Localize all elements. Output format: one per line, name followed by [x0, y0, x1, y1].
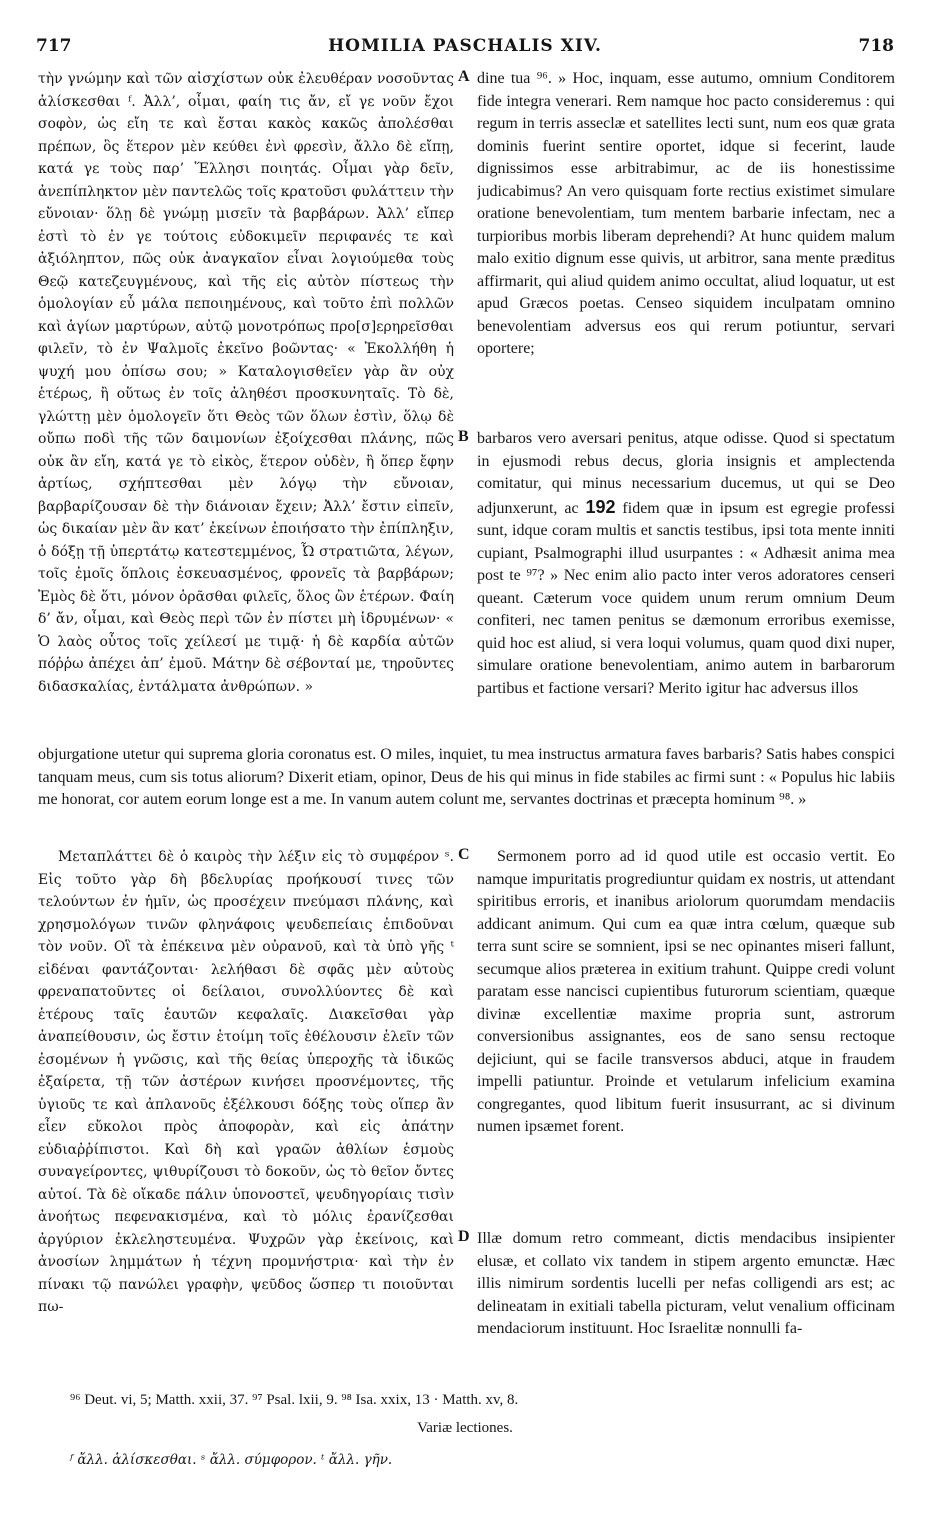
latin-paragraph-b-start: barbaros vero aversari penitus, atque odisse. Quod si spectatum in ejusmodi rebus decus, gloria insignis et amplectenda comitatur, qui minus necessarium ducemus, ut qui se Deo adjunxerunt, ac	[477, 430, 895, 517]
margin-marker-b: B	[458, 428, 469, 445]
full-width-bridge-text: objurgatione utetur qui suprema gloria coronatus est. O miles, inquiet, tu mea instructus armatura faves barbaris? Satis habes conspici tanquam meus, cum sis totus aliorum? Dixerit etiam, opinor, Deus de his qui minus in fide stabiles ac firmi sunt : « Populus hic labiis me honorat, cor autem eorum longe est a me. In vanum autem colunt me, servantes doctrinas et præcepta hominum ⁹⁸. »	[38, 746, 895, 808]
latin-column-2d	[477, 1228, 895, 1382]
greek-column-1	[38, 68, 454, 741]
latin-column-1a	[477, 68, 895, 428]
running-header	[36, 36, 894, 60]
right-page-number: 718	[858, 36, 894, 56]
greek-paragraph-2: Μεταπλάττει δὲ ὁ καιρὸς τὴν λέξιν εἰς τὸ συμφέρον ˢ. Εἰς τοῦτο γὰρ δὴ βδελυρίας προήκουσί τινες τῶν τελούντων ἐν ἡμῖν, ὡς προσέχειν πνεύμασι πλάνης, καὶ χρησμολόγων τινῶν φληνάφοις ψευδεπείαις ἐπιδοῦναι τὸν νοῦν. Οἳ τὰ ἐπέκεινα μὲν οὐρανοῦ, καὶ τὰ ὑπὸ γῆς ᵗ εἰδέναι φαντάζονται· λελήθασι δὲ σφᾶς μὲν αὐτοὺς φρεναπατοῦντες οἱ δείλαιοι, συνολλύοντες δὲ καὶ ἑτέρους ταῖς ἑαυτῶν κεφαλαῖς. Διακεῖσθαι γὰρ ἀναπείθουσιν, ὡς ἔστιν ἑτοίμη τοῖς ἐθέλουσιν ἑλεῖν τῶν ἐσομένων ἡ γνῶσις, καὶ τῆς θείας ὑπεροχῆς τὰ ἰδικῶς ἐξαίρετα, τῇ τῶν ἀστέρων κινήσει προσνέμοντες, τῆς ὑγιοῦς τε καὶ ἀπλανοῦς ἐξέλκουσι δόξης τοὺς οἵπερ ἂν εἶεν εὔκολοι πρὸς ἀποφορὰν, καὶ εἰς ἀπάτην εὐδιαῤῥίπιστοι. Καὶ δὴ καὶ γραῶν ἀθλίων ἑσμοὺς συναγείροντες, ψιθυρίζουσι τὸ δοκοῦν, ὡς τὸ θεῖον ὄντες αὐτοί. Τὰ δὲ οἴκαδε πάλιν ὑπονοστεῖ, ψευδηγορίαις τισὶν ἀνοήτως πεφενακισμένα, καὶ τὸ μόλις ἐρανίζεσθαι ἀργύριον ἐκλεληστευμένα. Ψυχρῶν γὰρ ἐκείνοις, καὶ ἀνοσίων λημμάτων ἡ τέχνη προμνήστρια· καὶ τὴν ἐν πίνακι τῷ πανώλει γραφὴν, ψεῦδος ὥσπερ τι ποιοῦνται πω-	[38, 849, 454, 1315]
greek-paragraph-1: τὴν γνώμην καὶ τῶν αἰσχίστων οὐκ ἐλευθέραν νοσοῦντας ἁλίσκεσθαι ᶠ. Ἀλλ’, οἶμαι, φαίη τις ἄν, εἴ γε νοῦν ἔχοι σοφὸν, ὡς εἴη τε καὶ ἔσται κακὸς κακῶς ἀπολέσθαι πρέπων, ὃς ἕτερον μὲν κεύθει ἐνὶ φρεσὶν, ἄλλο δὲ εἴπῃ, κατά γε τοὺς παρ’ Ἕλλησι ποιητάς. Οἶμαι γὰρ δεῖν, ἀνεπίπληκτον μὲν παντελῶς τοῖς κρατοῦσι φυλάττειν τὴν εὔνοιαν· ὅλῃ δὲ γνώμῃ μισεῖν τὰ βαρβάρων. Ἀλλ’ εἴπερ ἐστὶ τὸ ἐν γε τούτοις εὐδοκιμεῖν περιφανές τε καὶ ἀξιόληπτον, πῶς οὐκ ἀναγκαῖον εἶναι λογιούμεθα τοὺς Θεῷ κατεζευγμένους, καὶ τῆς εἰς αὐτὸν πίστεως τὴν ὁμολογίαν εὖ μάλα πεποιημένους, καὶ τοῦτο ἐπὶ πολλῶν καὶ ἁγίων μαρτύρων, αὐτῷ μονοτρόπως προ[σ]ερηρεῖσθαι φιλεῖν, τὸ ἐν Ψαλμοῖς ἐκεῖνο βοῶντας· « Ἐκολλήθη ἡ ψυχή μου ὀπίσω σου; » Καταλογισθεῖεν γὰρ ἂν οὐχ ἑτέρως, ἢ οὕτως ἐν τοῖς ἀληθέσι προσκυνηταῖς. Τὸ δὲ, γλώττῃ μὲν ὁμολογεῖν ὅτι Θεὸς τῶν ὅλων ἐστὶν, ὅλῳ δὲ οὔπω ποδὶ τῆς τῶν δαιμονίων ἐξοίχεσθαι πλάνης, πῶς οὐκ ἂν εἴη, κατά γε τὸ εἰκὸς, ἕτερον οὐδὲν, ἢ ὅπερ ἔφην ἀρτίως, σχήπτεσθαι μὲν λόγῳ τὴν εὔνοιαν, βαρβαρίζουσαν δὲ τὴν διάνοιαν ἔχειν; Ἀλλ’ ἔστιν εἰπεῖν, ὡς δικαίαν μὲν ἂν κατ’ ἐκείνων ἐποιήσατο τὴν ἐπίπληξιν, ὁ δόξῃ τῇ ὑπερτάτῳ κατεστεμμένος, Ὦ στρατιῶτα, λέγων, τοῖς ἐμοῖς ὅπλοις ἐσκευασμένος, φρονεῖς τὰ βαρβάρων; Ἐμὸς δὲ ὅτι, μόνον ὁρᾶσθαι φιλεῖς, ὅλος ὢν ἑτέρων. Φαίη δ’ ἄν, οἶμαι, καὶ Θεὸς περὶ τῶν ἐν πίστει μὴ ἱδρυμένων· « Ὁ λαὸς οὗτος τοῖς χείλεσί με τιμᾷ· ἡ δὲ καρδία αὐτῶν πόῤῥω ἀπέχει ἀπ’ ἐμοῦ. Μάτην δὲ σέβονταί με, τηροῦντες διδασκαλίας, ἐντάλματα ἀνθρώπων. »	[38, 71, 454, 695]
variae-lectiones-title: Variæ lectiones.	[417, 1420, 513, 1436]
latin-paragraph-b	[477, 428, 895, 700]
running-title: HOMILIA PASCHALIS XIV.	[328, 36, 602, 56]
variae-lectiones: ᶠ ἄλλ. ἁλίσκεσθαι. ˢ ἄλλ. σύμφορον. ᵗ ἄλλ. γῆν.	[70, 1452, 393, 1468]
footnotes: ⁹⁶ Deut. vi, 5; Matth. xxii, 37. ⁹⁷ Psal. lxii, 9. ⁹⁸ Isa. xxix, 13 · Matth. xv, 8.	[70, 1392, 519, 1408]
latin-paragraph-d: Illæ domum retro commeant, dictis mendacibus insipienter elusæ, et collato vix tandem in stipem argento emunctæ. Hæc illis nimirum sordentis lucelli per nefas colligendi ars est; ac delineatam in exitiali tabella picturam, velut venalium officinam mendaciorum instituunt. Hoc Israelitæ nonnulli fa-	[477, 1230, 895, 1337]
margin-marker-a: A	[458, 68, 470, 85]
latin-column-1b	[477, 428, 895, 741]
greek-column-2	[38, 846, 454, 1382]
latin-paragraph-b-rest: fidem quæ in ipsum est egregie professi sunt, idque coram multis et sanctis testibus, ipsi tota mente inniti cupiant, Psalmographi illud usurpantes : « Adhæsit anima mea post te ⁹⁷? » Nec enim alio pacto inter veros adoratores censeri queant. Cæterum voce quidem unum rerum omnium Deum confiteri, nec tamen penitus se dæmonum erroribus exemisse, quid hoc est aliud, si vera loqui volumus, quam quod dixi nuper, simulare oratione benevolentiam, animo autem in barbarorum partibus et factione versari? Merito igitur hac adversus illos	[477, 499, 895, 697]
margin-marker-d: D	[458, 1228, 470, 1245]
margin-marker-c: C	[458, 846, 470, 863]
column-number: 192	[585, 496, 616, 517]
left-page-number: 717	[36, 36, 72, 56]
latin-column-2c	[477, 846, 895, 1228]
latin-paragraph-a: dine tua ⁹⁶. » Hoc, inquam, esse autumo, omnium Conditorem fide integra venerari. Rem namque hoc pacto consideremus : qui regum in terris asseclæ et satellites lecti sunt, num eos quæ grata dominis fuerint sentire oportet, idque si fecerint, laude dignissimos esse arbitrabimur, ac de iis honestissime judicabimus? An vero quisquam forte rectius existimet simulare oratione benevolentiam, tum mentem barbarie infectam, nec a turpioribus morbis liberam deprehendi? At hunc quidem malum malo exitio dignum esse quivis, ut arbitror, sana mente præditus affirmarit, qui aliud quidem animo occultat, aliud loquatur, ut est apud Græcos poetas. Censeo siquidem inculpatam omnino benevolentiam adversus eos qui rerum potiuntur, servari oportere;	[477, 70, 895, 357]
latin-paragraph-c: Sermonem porro ad id quod utile est occasio vertit. Eo namque impuritatis progrediuntur quidam ex nostris, ut attendant spiritibus erroris, et inanibus ariolorum quorumdam mendaciis addicant animum. Qui cum ea quæ intra cœlum, quæque sub terra sunt scire se somnient, ipsi se nec opinantes miseri fallunt, secumque alios præterea in exitium trahunt. Quippe credi volunt paratam esse nancisci cupientibus futurorum scientiam, quæque divinæ excellentiæ maxime propria sunt, astrorum conversionibus assignantes, eos de sano sensu rectoque dejiciunt, qui se facile transversos abduci, atque in fraudem impelli patiuntur. Proinde et vetularum infelicium examina congregantes, quod libitum fuerit insusurrant, ac si divinum numen ipsæmet forent.	[477, 848, 895, 1135]
